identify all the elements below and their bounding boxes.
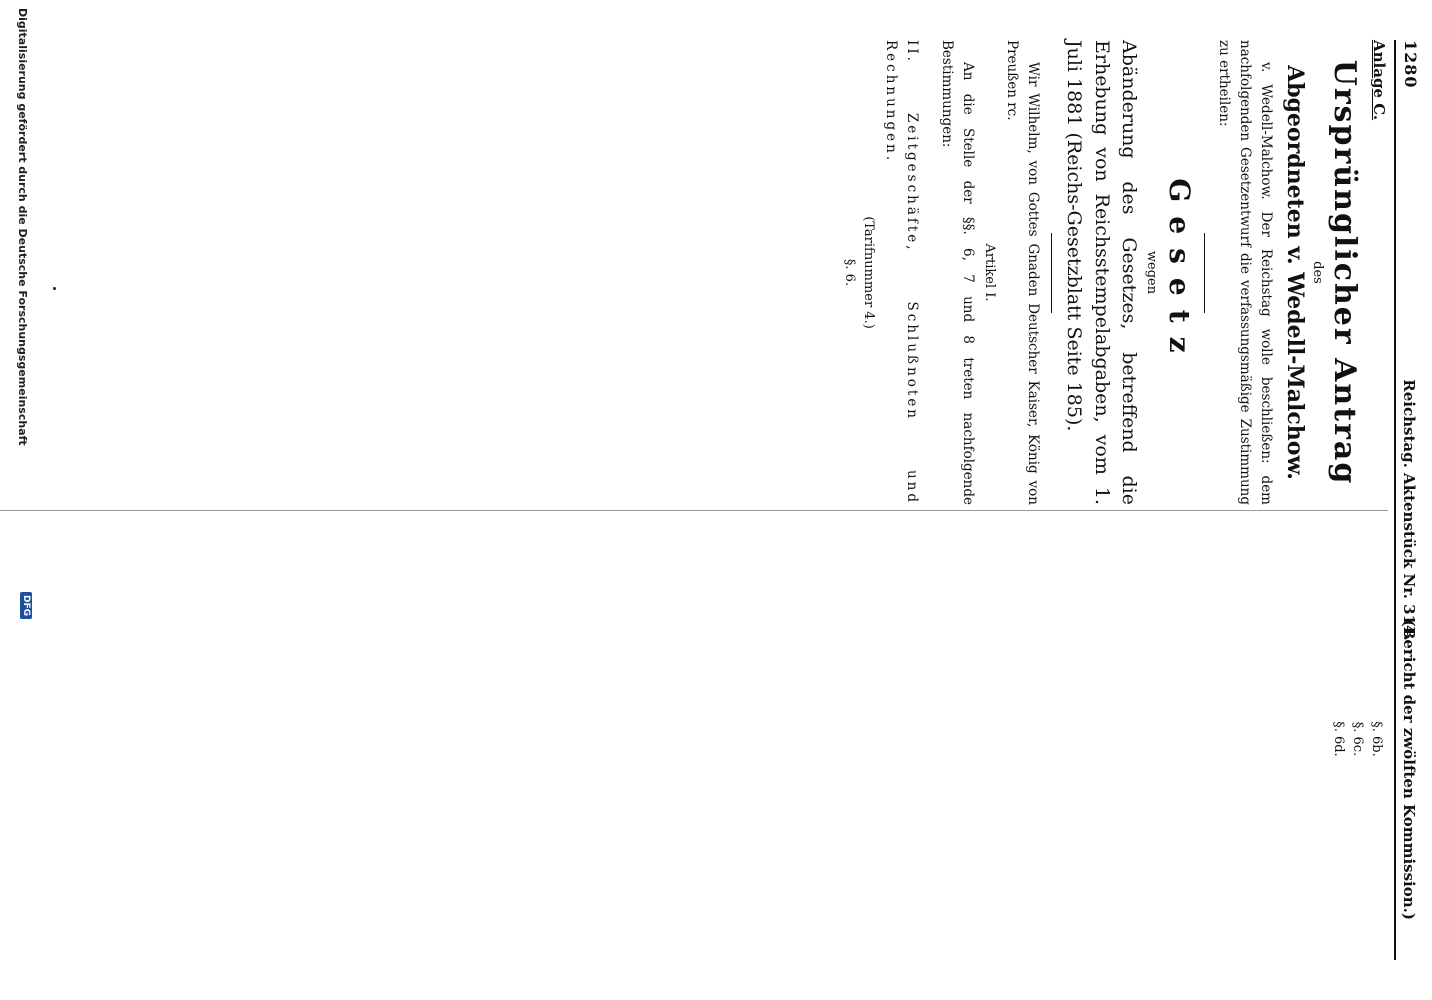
header-rule	[1394, 40, 1396, 960]
paragraph-number: §. 6.	[842, 258, 858, 287]
digitization-note: Digitalisierung gefördert durch die Deutsche Forschungsgemeinschaft	[16, 8, 29, 446]
paragraph-number: §. 6c.	[1350, 721, 1365, 757]
page-number: 1280	[1401, 40, 1420, 89]
document-title: Ursprünglicher Antrag	[1327, 59, 1362, 486]
gesetz-heading: Gesetz	[1163, 178, 1197, 367]
preamble: Wir Wilhelm, von Gottes Gnaden Deutscher Kaiser, König von Preußen rc.	[1003, 40, 1041, 505]
artikel-text: An die Stelle der §§. 6, 7 und 8 treten nachfolgende Bestimmungen:	[938, 40, 976, 505]
section-subheading: (Tarifnummer 4.)	[861, 216, 877, 329]
dfg-logo: DFG	[20, 592, 32, 619]
separator	[1051, 233, 1052, 313]
running-header: Reichstag. Aktenstück Nr. 314.	[1400, 379, 1418, 641]
column-divider	[0, 510, 1388, 511]
wegen-line: wegen	[1144, 250, 1160, 295]
artikel-heading: Artikel I.	[981, 243, 997, 302]
paragraph-number: §. 6d.	[1331, 721, 1346, 757]
law-subject: Abänderung des Gesetzes, betreffend die Erhebung von Reichsstempelabgaben, vom 1. Juli 1881 (Reichs-Gesetzblatt Seite 185).	[1063, 40, 1141, 505]
separator	[1204, 233, 1205, 313]
header-report-title: (Bericht der zwölften Kommission.)	[1400, 619, 1418, 920]
motion-intro: v. Wedell-Malchow. Der Reichstag wolle beschließen: dem nachfolgenden Gesetzentwurf die verfassungsmäßige Zustimmung zu ertheilen:	[1216, 40, 1274, 505]
left-column	[0, 40, 1388, 505]
anlage-label: Anlage C.	[1370, 40, 1388, 121]
right-column	[0, 518, 1388, 960]
author-line: Abgeordneten v. Wedell-Malchow.	[1282, 65, 1308, 480]
section-heading: II. Zeitgeschäfte, Schlußnoten und Rechnungen.	[882, 40, 920, 505]
title-des: des	[1310, 261, 1325, 284]
paragraph-number: §. 6b.	[1369, 721, 1384, 757]
